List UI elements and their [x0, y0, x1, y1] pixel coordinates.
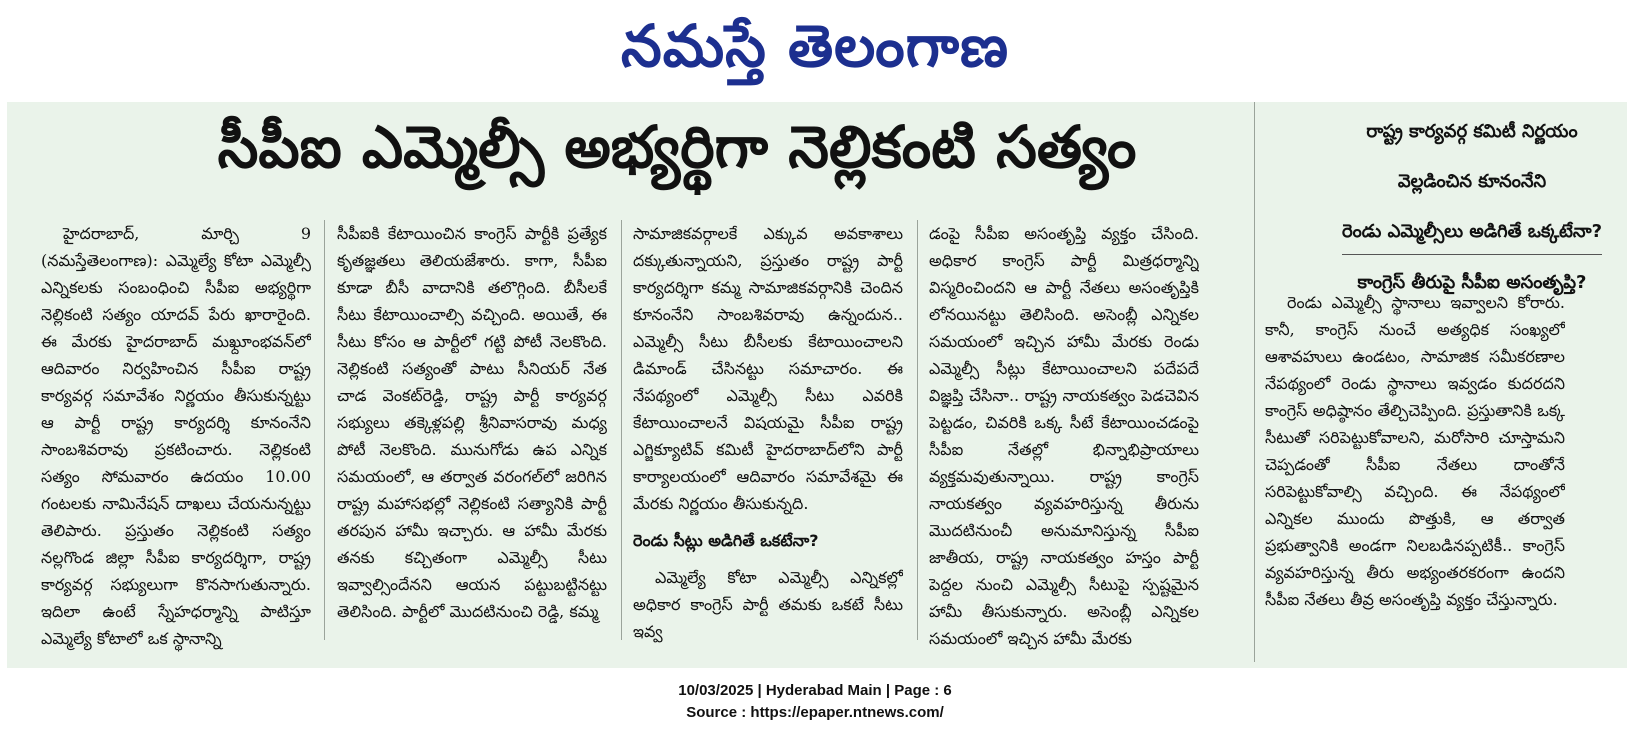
- side-headline-1: రాష్ట్ర కార్యవర్గ కమిటీ నిర్ణయం: [1366, 121, 1578, 142]
- source-link[interactable]: Source : https://epaper.ntnews.com/: [686, 704, 944, 721]
- column-divider: [621, 220, 622, 640]
- article-column-3: [633, 220, 903, 660]
- column-1-text: హైదరాబాద్, మార్చి 9 (నమస్తేతెలంగాణ): ఎమ్మెల్యే కోటా ఎమ్మెల్సీ ఎన్నికలకు సంబంధించి సీపీఐ అభ్యర్థిగా నెల్లికంటి సత్యం యాదవ్ పేరు ఖారారైంది. ఈ మేరకు హైదరాబాద్ మఖ్దూంభవన్‌లో ఆదివారం నిర్వహించిన సీపీఐ రాష్ట్ర కార్యవర్గ సమావేశం నిర్ణయం తీసుకున్నట్టు ఆ పార్టీ రాష్ట్ర కార్యదర్శి కూనంనేని సాంబశివరావు ప్రకటించారు. నెల్లికంటి సత్యం సోమవారం ఉదయం 10.00 గంటలకు నామినేషన్ దాఖలు చేయనున్నట్టు తెలిపారు. ప్రస్తుతం నెల్లికంటి సత్యం నల్లగొండ జిల్లా సీపీఐ కార్యదర్శిగా, రాష్ట్ర కార్యవర్గ సభ్యులుగా కొనసాగుతున్నారు. ఇదిలా ఉంటే స్నేహధర్మాన్ని పాటిస్తూ ఎమ్మెల్యే కోటాలో ఒక స్థానాన్ని: [41, 224, 311, 648]
- article-column-5: [1265, 289, 1565, 659]
- article-column-4: [929, 220, 1199, 660]
- column-3-text-a: సామాజికవర్గాలకే ఎక్కువ అవకాశాలు దక్కుతున్నాయని, ప్రస్తుతం రాష్ట్ర పార్టీ కార్యదర్శిగా కమ్మ సామాజికవర్గానికి చెందిన కూనంనేని సాంబశివరావు ఉన్నందున.. ఎమ్మెల్సీ సీటు బీసీలకు కేటాయించాలని డిమాండ్ చేసినట్టు సమాచారం. ఈ నేపథ్యంలో ఎమ్మెల్సీ సీటు ఎవరికి కేటాయించాలనే విషయమై సీపీఐ రాష్ట్ర ఎగ్జిక్యూటివ్ కమిటీ హైదరాబాద్‌లోని పార్టీ కార్యాలయంలో ఆదివారం సమావేశమై ఈ మేరకు నిర్ణయం తీసుకున్నది.: [633, 224, 903, 513]
- column-divider: [324, 220, 325, 640]
- news-clipping: [7, 102, 1627, 668]
- column-5-text: రెండు ఎమ్మెల్సీ స్థానాలు ఇవ్వాలని కోరారు. కానీ, కాంగ్రెస్ నుంచే అత్యధిక సంఖ్యలో ఆశావహులు ఉండటం, సామాజిక సమీకరణాల నేపథ్యంలో రెండు స్థానాలు ఇవ్వడం కుదరదని కాంగ్రెస్ అధిష్ఠానం తేల్చిచెప్పింది. ప్రస్తుతానికి ఒక్క సీటుతో సరిపెట్టుకోవాలని, మరోసారి చూస్తామని చెప్పడంతో సీపీఐ నేతలు దాంతోనే సరిపెట్టుకోవాల్సి వచ్చింది. ఈ నేపథ్యంలో ఎన్నికల ముందు పొత్తుకి, ఆ తర్వాత ప్రభుత్వానికి అండగా నిలబడినప్పటికీ.. కాంగ్రెస్ వ్యవహరిస్తున్న తీరు అభ్యంతరకరంగా ఉందని సీపీఐ నేతలు తీవ్ర అసంతృప్తి వ్యక్తం చేస్తున్నారు.: [1265, 293, 1565, 609]
- side-headline-3: రెండు ఎమ్మెల్సీలు అడిగితే ఒక్కటేనా?: [1342, 204, 1602, 255]
- side-headline-2: వెల్లడించిన కూనంనేని: [1397, 171, 1547, 192]
- column-4-text: డంపై సీపీఐ అసంతృప్తి వ్యక్తం చేసింది. అధికార కాంగ్రెస్ పార్టీ మిత్రధర్మాన్ని విస్మరించిందని ఆ పార్టీ నేతలు అసంతృప్తికి లోనయినట్టు తెలిసింది. అసెంబ్లీ ఎన్నికల సమయంలో ఇచ్చిన హామీ మేరకు రెండు ఎమ్మెల్సీ సీట్లు కేటాయించాలని పదేపదే విజ్ఞప్తి చేసినా.. రాష్ట్ర నాయకత్వం పెడచెవిన పెట్టడం, చివరికి ఒక్క సీటే కేటాయించడంపై సీపీఐ నేతల్లో భిన్నాభిప్రాయాలు వ్యక్తమవుతున్నాయి. రాష్ట్ర కాంగ్రెస్ నాయకత్వం వ్యవహరిస్తున్న తీరును మొదటినుంచీ అనుమానిస్తున్న సీపీఐ జాతీయ, రాష్ట్ర నాయకత్వం హస్తం పార్టీ పెద్దల నుంచి ఎమ్మెల్సీ సీటుపై స్పష్టమైన హామీ తీసుకున్నారు. అసెంబ్లీ ఎన్నికల సమయంలో ఇచ్చిన హామీ మేరకు: [929, 224, 1199, 648]
- sidebar-divider: [1254, 102, 1255, 662]
- article-columns: [41, 220, 1306, 660]
- article-column-1: [41, 220, 311, 660]
- column-3-text-b: ఎమ్మెల్యే కోటా ఎమ్మెల్సీ ఎన్నికల్లో అధికార కాంగ్రెస్ పార్టీ తమకు ఒకటే సీటు ఇవ్వ: [633, 568, 903, 641]
- edition-info: 10/03/2025 | Hyderabad Main | Page : 6: [678, 682, 952, 699]
- newspaper-logo: నమస్తే తెలంగాణ: [621, 11, 1009, 80]
- side-headline-4: కాంగ్రెస్ తీరుపై సీపీఐ అసంతృప్తి?: [1357, 272, 1587, 293]
- column-divider: [917, 220, 918, 640]
- column-2-text: సీపీఐకి కేటాయించిన కాంగ్రెస్ పార్టీకి ప్రత్యేక కృతజ్ఞతలు తెలియజేశారు. కాగా, సీపీఐ కూడా బీసీ వాదానికి తలొగ్గింది. బీసీలకే సీటు కేటాయించాల్సి వచ్చింది. అయితే, ఈ సీటు కోసం ఆ పార్టీలో గట్టి పోటీ నెలకొంది. నెల్లికంటి సత్యంతో పాటు సీనియర్ నేత చాడ వెంకట్‌రెడ్డి, రాష్ట్ర పార్టీ కార్యవర్గ సభ్యులు తక్కెళ్లపల్లి శ్రీనివాసరావు మధ్య పోటీ నెలకొంది. మునుగోడు ఉప ఎన్నిక సమయంలో, ఆ తర్వాత వరంగల్‌లో జరిగిన రాష్ట్ర మహాసభల్లో నెల్లికంటి సత్యానికి పార్టీ తరపున హామీ ఇచ్చారు. ఆ హామీ మేరకు తనకు కచ్చితంగా ఎమ్మెల్సీ సీటు ఇవ్వాల్సిందేనని ఆయన పట్టుబట్టినట్టు తెలిసింది. పార్టీలో మొదటినుంచి రెడ్డి, కమ్మ: [337, 224, 607, 621]
- article-column-2: [337, 220, 607, 660]
- column-3-subhead: రెండు సీట్లు అడిగితే ఒకటేనా?: [633, 531, 819, 550]
- page-footer: [0, 680, 1630, 724]
- masthead: [0, 0, 1630, 100]
- article-headline: సీపీఐ ఎమ్మెల్సీ అభ్యర్థిగా నెల్లికంటి సత్యం: [217, 112, 1137, 181]
